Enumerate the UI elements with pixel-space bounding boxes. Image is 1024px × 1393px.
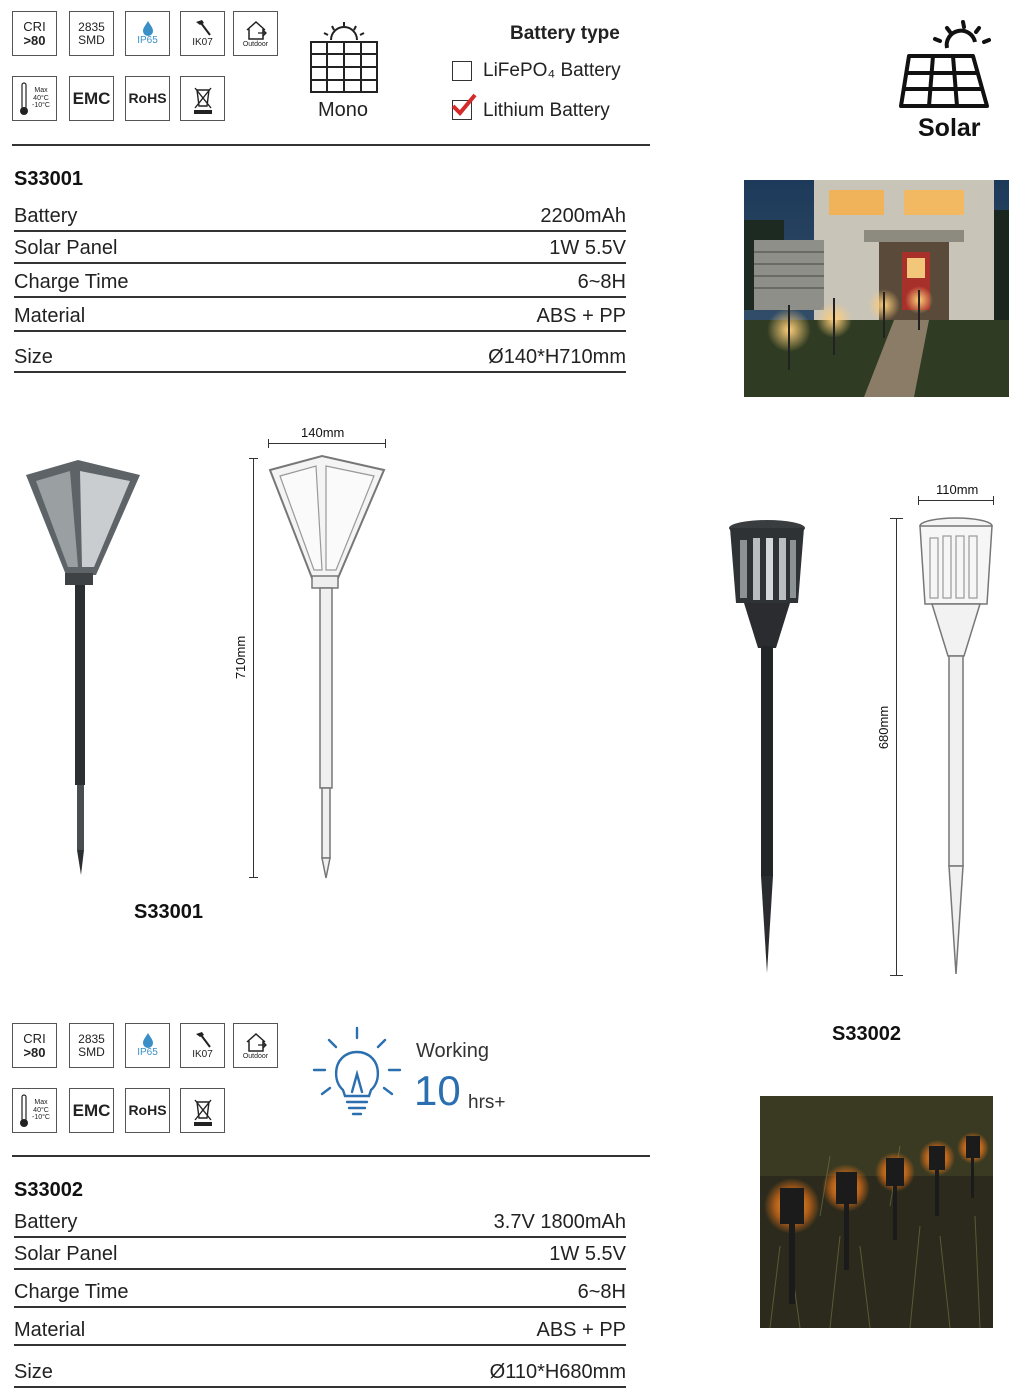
spec-row-solar-panel	[14, 232, 626, 264]
temperature-badge	[12, 1088, 57, 1133]
crossed-bin-icon	[190, 82, 216, 116]
dimension-tick	[249, 458, 258, 459]
dimension-tick	[385, 439, 386, 448]
house-icon	[244, 19, 268, 41]
dimension-tick	[918, 496, 919, 505]
battery-type-title: Battery type	[510, 23, 620, 44]
weee-badge	[180, 1088, 225, 1133]
smd-badge	[69, 1023, 114, 1068]
outdoor-badge	[233, 1023, 278, 1068]
spec-name: Charge Time	[14, 1281, 129, 1303]
spec-name: Battery	[14, 205, 78, 227]
outdoor-badge-label: Outdoor	[242, 40, 269, 48]
s33001-lamp-dark	[18, 455, 148, 875]
section-divider	[12, 1155, 650, 1157]
dimension-tick	[890, 518, 903, 519]
rohs-badge-label: RoHS	[128, 90, 167, 107]
temperature-max: 40°C	[33, 1106, 49, 1114]
water-drop-icon	[141, 1032, 155, 1048]
lamp-s33001-dark-image	[18, 455, 148, 875]
working-hours-unit: hrs+	[468, 1092, 506, 1113]
house-photo	[744, 180, 1009, 397]
checkmark-icon	[451, 93, 477, 117]
temperature-max-label: Max	[34, 87, 48, 95]
lifepo4-label: LiFePO₄ Battery	[483, 60, 621, 81]
ik07-badge	[180, 1023, 225, 1068]
outdoor-badge-label: Outdoor	[242, 1052, 269, 1060]
solar-icon	[895, 18, 1001, 113]
model-label-s33002: S33002	[832, 1023, 901, 1045]
ip65-badge-label: IP65	[137, 1047, 158, 1059]
thermometer-icon	[19, 1093, 29, 1129]
height-dimension-label: 710mm	[233, 635, 249, 680]
cri-badge-label: CRI	[23, 1030, 46, 1046]
spec-row-battery	[14, 200, 626, 232]
spec-name: Size	[14, 346, 53, 368]
smd-badge-label: SMD	[78, 32, 105, 47]
lithium-checkbox[interactable]	[452, 100, 472, 120]
house-icon	[244, 1031, 268, 1053]
spec-value: ABS + PP	[536, 305, 626, 327]
outdoor-badge	[233, 11, 278, 56]
spec-row-size	[14, 1346, 626, 1388]
working-hours-block	[312, 1026, 402, 1118]
lamp-s33002-outline-image	[916, 516, 996, 978]
spec-row-charge-time	[14, 264, 626, 298]
spec-value: 6~8H	[577, 271, 626, 293]
working-hours-value: 10	[414, 1067, 461, 1114]
s33002-lamp-outline	[916, 516, 996, 978]
house-photo-image	[744, 180, 1009, 397]
cri-badge-label: CRI	[23, 18, 46, 34]
dimension-tick	[993, 496, 994, 505]
cri-badge	[12, 11, 57, 56]
lifepo4-checkbox[interactable]	[452, 61, 472, 81]
ik07-badge	[180, 11, 225, 56]
weee-badge	[180, 76, 225, 121]
working-label: Working	[416, 1040, 489, 1062]
spec-name: Solar Panel	[14, 237, 118, 259]
spec-row-material	[14, 298, 626, 332]
spec-value: Ø110*H680mm	[489, 1361, 626, 1383]
mono-label: Mono	[318, 99, 369, 121]
width-dimension-label: 140mm	[301, 425, 345, 440]
spec-title: S33001	[14, 168, 83, 190]
height-dimension-line	[896, 518, 897, 976]
torch-photo	[760, 1096, 993, 1328]
cri-badge-value: >80	[23, 32, 46, 48]
s33001-lamp-outline	[264, 440, 394, 880]
spec-value: 1W 5.5V	[549, 1243, 626, 1265]
section-divider	[12, 144, 650, 146]
hammer-icon	[192, 1030, 214, 1050]
spec-value: 3.7V 1800mAh	[493, 1211, 626, 1233]
dimension-tick	[268, 439, 269, 448]
solar-label: Solar	[918, 114, 981, 142]
spec-title: S33002	[14, 1179, 83, 1201]
emc-badge-label: EMC	[72, 1100, 111, 1120]
rohs-badge	[125, 76, 170, 121]
smd-badge-value: 2835	[78, 1031, 105, 1046]
spec-value: ABS + PP	[536, 1319, 626, 1341]
temperature-range	[32, 87, 50, 109]
dimension-tick	[890, 975, 903, 976]
rohs-badge-label: RoHS	[128, 1102, 167, 1119]
spec-value: Ø140*H710mm	[488, 346, 626, 368]
temperature-min: -10°C	[32, 1114, 50, 1122]
spec-value: 1W 5.5V	[549, 237, 626, 259]
width-dimension-line	[918, 500, 994, 501]
spec-row-material	[14, 1308, 626, 1346]
ip65-badge-label: IP65	[137, 35, 158, 47]
spec-name: Size	[14, 1361, 53, 1383]
spec-name: Solar Panel	[14, 1243, 118, 1265]
spec-row-solar-panel	[14, 1238, 626, 1270]
ip65-badge	[125, 1023, 170, 1068]
model-label-s33001: S33001	[134, 901, 203, 923]
spec-row-size	[14, 332, 626, 373]
solar-block	[895, 18, 1005, 118]
spec-row-charge-time	[14, 1270, 626, 1308]
spec-name: Material	[14, 1319, 86, 1341]
crossed-bin-icon	[190, 1094, 216, 1128]
spec-name: Battery	[14, 1211, 78, 1233]
water-drop-icon	[141, 20, 155, 36]
width-dimension-line	[268, 443, 386, 444]
thermometer-icon	[19, 81, 29, 117]
temperature-min: -10°C	[32, 102, 50, 110]
emc-badge	[69, 76, 114, 121]
smd-badge-label: SMD	[78, 1044, 105, 1059]
spec-value: 6~8H	[577, 1281, 626, 1303]
height-dimension-label: 680mm	[876, 705, 892, 750]
mono-panel-block	[305, 20, 383, 101]
smd-badge-value: 2835	[78, 19, 105, 34]
torch-photo-image	[760, 1096, 993, 1328]
emc-badge-label: EMC	[72, 88, 111, 108]
temperature-max-label: Max	[34, 1099, 48, 1107]
height-dimension-line	[253, 458, 254, 878]
cri-badge-value: >80	[23, 1044, 46, 1060]
s33002-lamp-dark	[726, 518, 810, 978]
spec-value: 2200mAh	[540, 205, 626, 227]
hammer-icon	[192, 18, 214, 38]
light-bulb-icon	[312, 1026, 402, 1118]
temperature-badge	[12, 76, 57, 121]
spec-name: Charge Time	[14, 271, 129, 293]
smd-badge	[69, 11, 114, 56]
cri-badge	[12, 1023, 57, 1068]
spec-row-battery	[14, 1206, 626, 1238]
lamp-s33001-outline-image	[264, 440, 394, 880]
temperature-range	[32, 1099, 50, 1121]
solar-panel-sun-icon	[305, 20, 383, 96]
emc-badge	[69, 1088, 114, 1133]
spec-name: Material	[14, 305, 86, 327]
ik07-badge-label: IK07	[192, 1049, 213, 1061]
ip65-badge	[125, 11, 170, 56]
dimension-tick	[249, 877, 258, 878]
temperature-max: 40°C	[33, 94, 49, 102]
lithium-label: Lithium Battery	[483, 100, 610, 121]
lamp-s33002-dark-image	[726, 518, 810, 978]
ik07-badge-label: IK07	[192, 37, 213, 49]
rohs-badge	[125, 1088, 170, 1133]
width-dimension-label: 110mm	[936, 482, 979, 497]
